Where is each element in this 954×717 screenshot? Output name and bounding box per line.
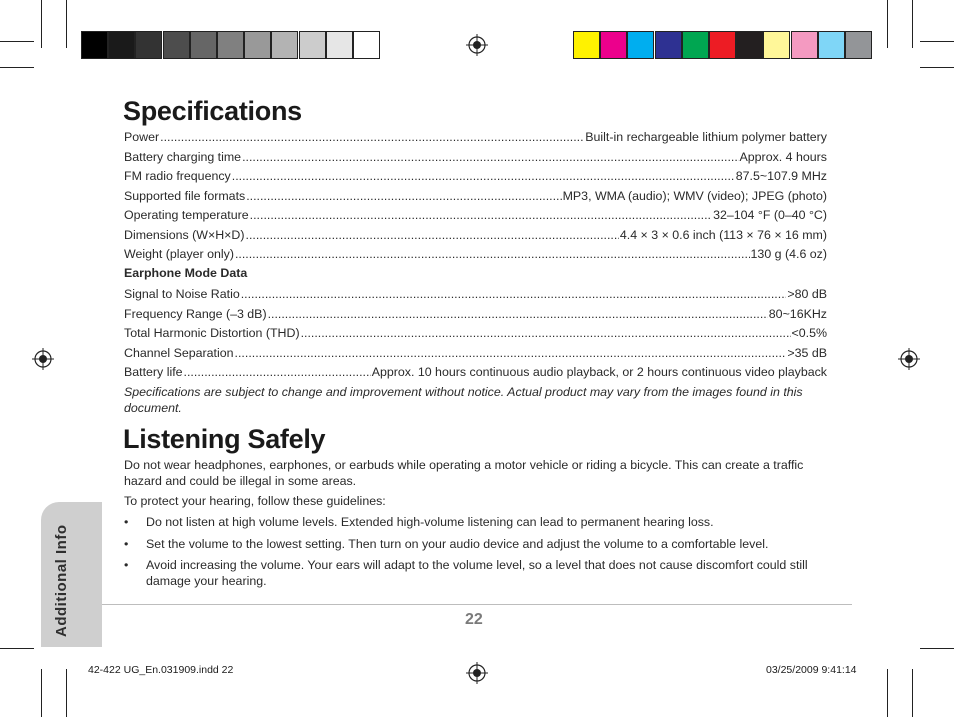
spec-row	[124, 226, 827, 244]
guideline-text: Set the volume to the lowest setting. Then turn on your audio device and adjust the volume to a comfortable level.	[146, 537, 769, 551]
spec-label: Supported file formats	[124, 188, 246, 203]
dot-leader	[184, 363, 371, 381]
listening-safely-title: Listening Safely	[123, 424, 326, 454]
spec-label: FM radio frequency	[124, 169, 231, 183]
spec-value: Approx. 4 hours	[739, 149, 827, 164]
spec-value: 4.4 × 3 × 0.6 inch (113 × 76 × 16 mm)	[619, 227, 827, 242]
crop-mark	[912, 669, 913, 717]
gray-swatch	[353, 31, 380, 59]
spec-label: Channel Separation	[124, 345, 234, 360]
spec-label: Dimensions (W×H×D)	[124, 227, 245, 242]
spec-label: Battery life	[124, 365, 183, 379]
dot-leader	[160, 128, 584, 146]
earphone-mode-heading: Earphone Mode Data	[124, 266, 248, 280]
listening-intro: Do not wear headphones, earphones, or earbuds while operating a motor vehicle or riding a bicycle. This can create a traffic hazard and could be illegal in some areas.	[124, 458, 804, 488]
spec-row	[124, 167, 827, 185]
spec-row	[124, 128, 827, 146]
spec-row	[124, 245, 827, 263]
side-tab	[41, 502, 102, 647]
gray-swatch	[244, 31, 271, 59]
gray-swatch	[190, 31, 217, 59]
spec-label: Frequency Range (–3 dB)	[124, 306, 267, 321]
registration-mark-icon	[466, 662, 488, 684]
crop-mark	[920, 67, 954, 68]
side-tab-label: Additional Info	[53, 524, 70, 637]
dot-leader	[232, 167, 735, 185]
spec-value: Approx. 10 hours continuous audio playback, or 2 hours continuous video playback	[371, 365, 827, 379]
color-swatch	[682, 31, 709, 59]
color-swatch	[573, 31, 600, 59]
gray-swatch	[271, 31, 298, 59]
footer-datetime: 03/25/2009 9:41:14	[766, 664, 857, 676]
crop-mark	[0, 41, 34, 42]
spec-row	[124, 363, 827, 381]
gray-swatch	[108, 31, 135, 59]
dot-leader	[241, 285, 787, 303]
guideline-text: Do not listen at high volume levels. Extended high-volume listening can lead to permanent hearing loss.	[146, 515, 714, 529]
specifications-note: Specifications are subject to change and improvement without notice. Actual product may vary from the images found in this document.	[124, 385, 803, 415]
footer-file: 42-422 UG_En.031909.indd 22	[88, 664, 234, 676]
spec-row	[124, 187, 827, 205]
spec-row	[124, 305, 827, 323]
spec-value: Built-in rechargeable lithium polymer battery	[585, 130, 827, 144]
color-swatch	[818, 31, 845, 59]
page-number: 22	[465, 611, 483, 628]
dot-leader	[246, 226, 619, 244]
color-swatch	[655, 31, 682, 59]
gray-swatch	[163, 31, 190, 59]
dot-leader	[235, 344, 787, 362]
registration-mark-icon	[32, 348, 54, 370]
bullet-icon: •	[124, 537, 129, 551]
gray-swatch	[217, 31, 244, 59]
dot-leader	[246, 187, 561, 205]
spec-value: 87.5~107.9 MHz	[735, 169, 827, 183]
color-swatch	[600, 31, 627, 59]
crop-mark	[66, 669, 67, 717]
dot-leader	[268, 305, 768, 323]
color-swatch	[627, 31, 654, 59]
color-swatch	[791, 31, 818, 59]
spec-value: 32–104 °F (0–40 °C)	[713, 208, 827, 222]
listening-lead: To protect your hearing, follow these guidelines:	[124, 494, 386, 508]
crop-mark	[41, 669, 42, 717]
dot-leader	[235, 245, 750, 263]
dot-leader	[301, 324, 791, 342]
spec-label: Weight (player only)	[124, 247, 234, 261]
spec-value: 80~16KHz	[768, 306, 827, 321]
gray-swatch	[135, 31, 162, 59]
color-swatch	[845, 31, 872, 59]
spec-row	[124, 206, 827, 224]
registration-mark-icon	[898, 348, 920, 370]
registration-mark-icon	[466, 34, 488, 56]
spec-row	[124, 344, 827, 362]
dot-leader	[250, 206, 712, 224]
color-swatch	[736, 31, 763, 59]
gray-swatch	[81, 31, 108, 59]
color-swatch	[763, 31, 790, 59]
spec-label: Signal to Noise Ratio	[124, 287, 240, 301]
bullet-icon: •	[124, 515, 129, 529]
gray-swatch	[326, 31, 353, 59]
crop-mark	[887, 0, 888, 48]
crop-mark	[887, 669, 888, 717]
spec-label: Total Harmonic Distortion (THD)	[124, 326, 300, 340]
specifications-title: Specifications	[123, 96, 302, 126]
crop-mark	[912, 0, 913, 48]
guideline-text: Avoid increasing the volume. Your ears will adapt to the volume level, so a level that does not cause discomfort could still damage your hearing.	[146, 558, 808, 588]
spec-row	[124, 285, 827, 303]
crop-mark	[920, 41, 954, 42]
spec-value: 130 g (4.6 oz)	[750, 247, 827, 261]
spec-label: Battery charging time	[124, 149, 242, 164]
spec-value: <0.5%	[791, 326, 827, 340]
spec-value: MP3, WMA (audio); WMV (video); JPEG (photo)	[562, 188, 827, 203]
spec-value: >35 dB	[787, 345, 827, 360]
crop-mark	[0, 67, 34, 68]
crop-mark	[66, 0, 67, 48]
crop-mark	[920, 648, 954, 649]
spec-value: >80 dB	[787, 287, 827, 301]
crop-mark	[0, 648, 34, 649]
spec-label: Power	[124, 130, 160, 144]
footer-rule	[102, 604, 852, 605]
dot-leader	[242, 148, 738, 166]
crop-mark	[41, 0, 42, 48]
gray-swatch	[299, 31, 326, 59]
spec-label: Operating temperature	[124, 208, 249, 222]
spec-row	[124, 324, 827, 342]
color-swatch	[709, 31, 736, 59]
spec-row	[124, 148, 827, 166]
bullet-icon: •	[124, 558, 129, 572]
